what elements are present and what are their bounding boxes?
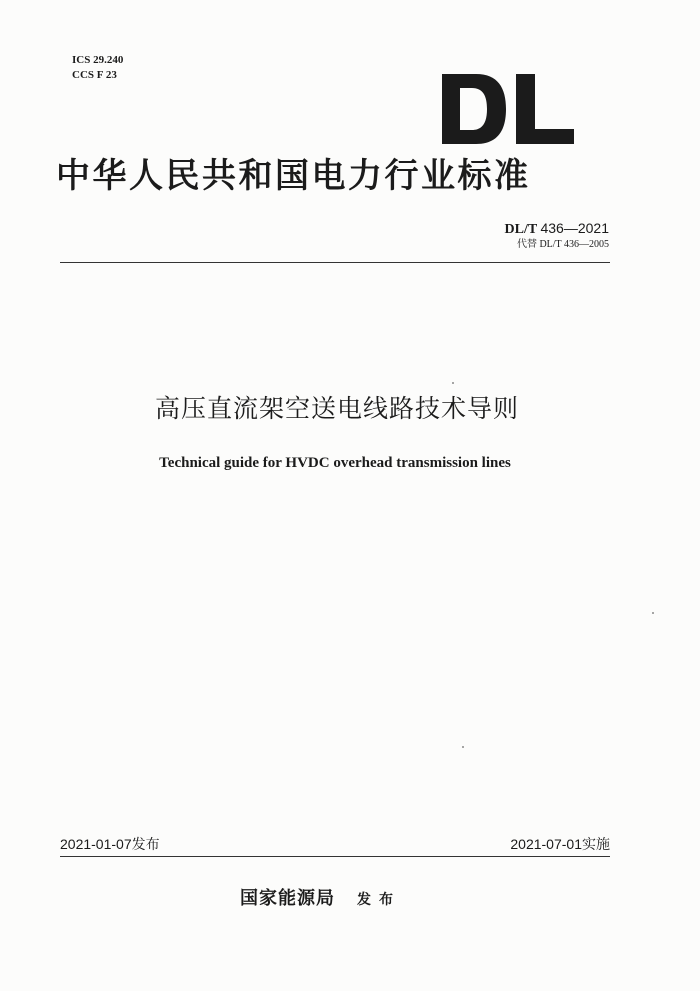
logo-letter-l <box>516 74 574 144</box>
dl-logo-mark <box>442 74 574 144</box>
issuer-organization: 国家能源局 <box>240 888 335 909</box>
implementation-date: 2021-07-01实施 <box>510 836 610 852</box>
scan-speck <box>462 746 464 748</box>
replaces-standard: 代替 DL/T 436—2005 <box>516 239 609 250</box>
scan-speck <box>452 382 454 384</box>
standard-number <box>505 220 609 238</box>
logo-letter-d <box>442 74 506 144</box>
classification-codes <box>72 53 123 83</box>
issue-date: 2021-01-07发布 <box>60 836 160 852</box>
ccs-code: CCS F 23 <box>72 69 117 81</box>
standard-number-prefix: DL/T <box>504 222 541 237</box>
header-divider <box>60 262 610 263</box>
document-title-chinese-text: 高压直流架空送电线路技术导则 <box>154 394 519 423</box>
footer-divider <box>60 856 610 857</box>
dl-logo <box>442 74 574 144</box>
issuer-action: 发布 <box>357 892 401 908</box>
standard-number-block <box>505 220 609 252</box>
standard-category-title: 中华人民共和国电力行业标准 <box>56 156 531 196</box>
issuing-authority <box>240 885 401 914</box>
document-title-chinese <box>0 392 700 426</box>
ics-code: ICS 29.240 <box>72 54 124 66</box>
document-title-english-text: Technical guide for HVDC overhead transmission lines <box>159 455 511 471</box>
standard-number-year: 436—2021 <box>540 220 609 236</box>
document-title-english <box>0 453 700 473</box>
scan-speck <box>652 612 654 614</box>
